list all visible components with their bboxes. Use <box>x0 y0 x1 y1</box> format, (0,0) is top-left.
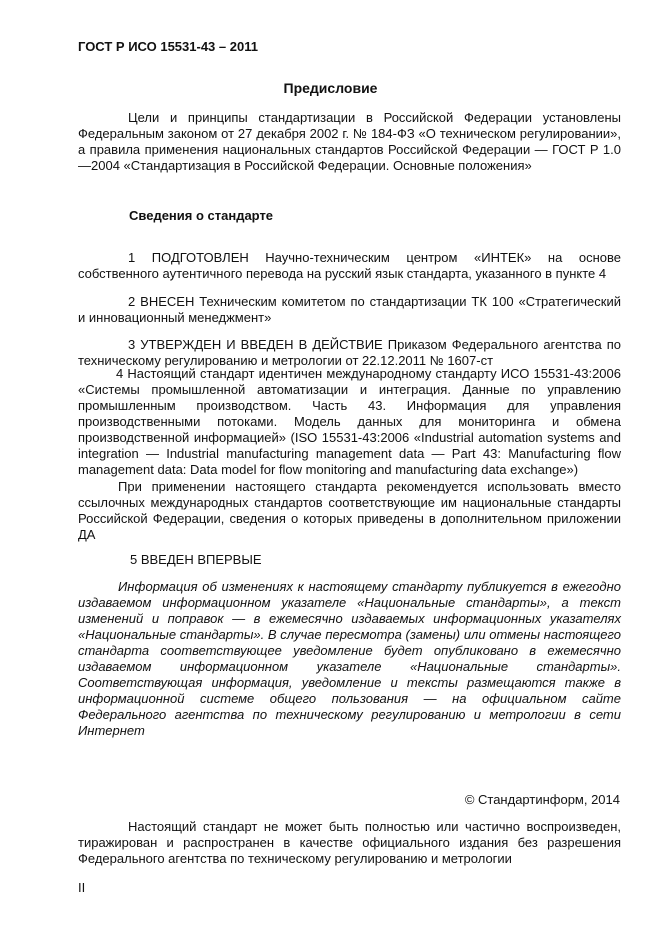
item-3-text: 3 УТВЕРЖДЕН И ВВЕДЕН В ДЕЙСТВИЕ Приказом Федерального агентства по техническому регулированию и метрологии от 22.12.2011 № 1607-ст <box>78 337 621 368</box>
item-4-note <box>78 479 621 543</box>
page-number: II <box>78 880 86 895</box>
item-5-text: 5 ВВЕДЕН ВПЕРВЫЕ <box>130 552 262 567</box>
notice-paragraph <box>78 579 621 739</box>
item-1-text: 1 ПОДГОТОВЛЕН Научно-техническим центром «ИНТЕК» на основе собственного аутентичного перевода на русский язык стандарта, указанного в пункте 4 <box>78 250 621 281</box>
section-title: Сведения о стандарте <box>129 208 274 223</box>
copyright-line: © Стандартинформ, 2014 <box>464 792 620 807</box>
reproduction-text: Настоящий стандарт не может быть полностью или частично воспроизведен, тиражирован и распространен в качестве официального издания без разрешения Федерального агентства по техническому регулированию и метрологии <box>78 819 621 866</box>
item-2 <box>78 294 621 326</box>
item-4-text: 4 Настоящий стандарт идентичен международному стандарту ИСО 15531-43:2006 «Системы промышленной автоматизации и интеграция. Данные по управлению промышленным производством. Часть 43. Информация для управления производственными потоками. Модель данных для мониторинга и обмена производственной информацией» (ISO 15531-43:2006 «Industrial automation systems and integration — Industrial manufacturing management data — Part 43: Manufacturing flow management data: Data model for flow monitoring and manufacturing data exchange») <box>78 366 621 477</box>
intro-paragraph <box>78 110 621 174</box>
document-header: ГОСТ Р ИСО 15531-43 – 2011 <box>78 39 258 54</box>
item-4 <box>78 366 621 478</box>
notice-text: Информация об изменениях к настоящему стандарту публикуется в ежегодно издаваемом информационном указателе «Национальные стандарты», а текст изменений и поправок — в ежемесячно издаваемых информационных указателях «Национальные стандарты». В случае пересмотра (замены) или отмены настоящего стандарта соответствующее уведомление будет опубликовано в ежемесячно издаваемом информационном указателе «Национальные стандарты». Соответствующая информация, уведомление и тексты размещаются также в информационной системе общего пользования — на официальном сайте Федерального агентства по техническому регулированию и метрологии в сети Интернет <box>78 579 621 738</box>
item-2-text: 2 ВНЕСЕН Техническим комитетом по стандартизации ТК 100 «Стратегический и инновационный менеджмент» <box>78 294 621 325</box>
item-1 <box>78 250 621 282</box>
intro-text: Цели и принципы стандартизации в Российской Федерации установлены Федеральным законом от 27 декабря 2002 г. № 184-ФЗ «О техническом регулировании», а правила применения национальных стандартов Российской Федерации — ГОСТ Р 1.0—2004 «Стандартизация в Российской Федерации. Основные положения» <box>78 110 621 173</box>
item-4-note-text: При применении настоящего стандарта рекомендуется использовать вместо ссылочных международных стандартов соответствующие им национальные стандарты Российской Федерации, сведения о которых приведены в дополнительном приложении ДА <box>78 479 621 542</box>
reproduction-notice <box>78 819 621 867</box>
item-3 <box>78 337 621 369</box>
page-title: Предисловие <box>283 80 378 96</box>
item-5 <box>78 552 621 568</box>
